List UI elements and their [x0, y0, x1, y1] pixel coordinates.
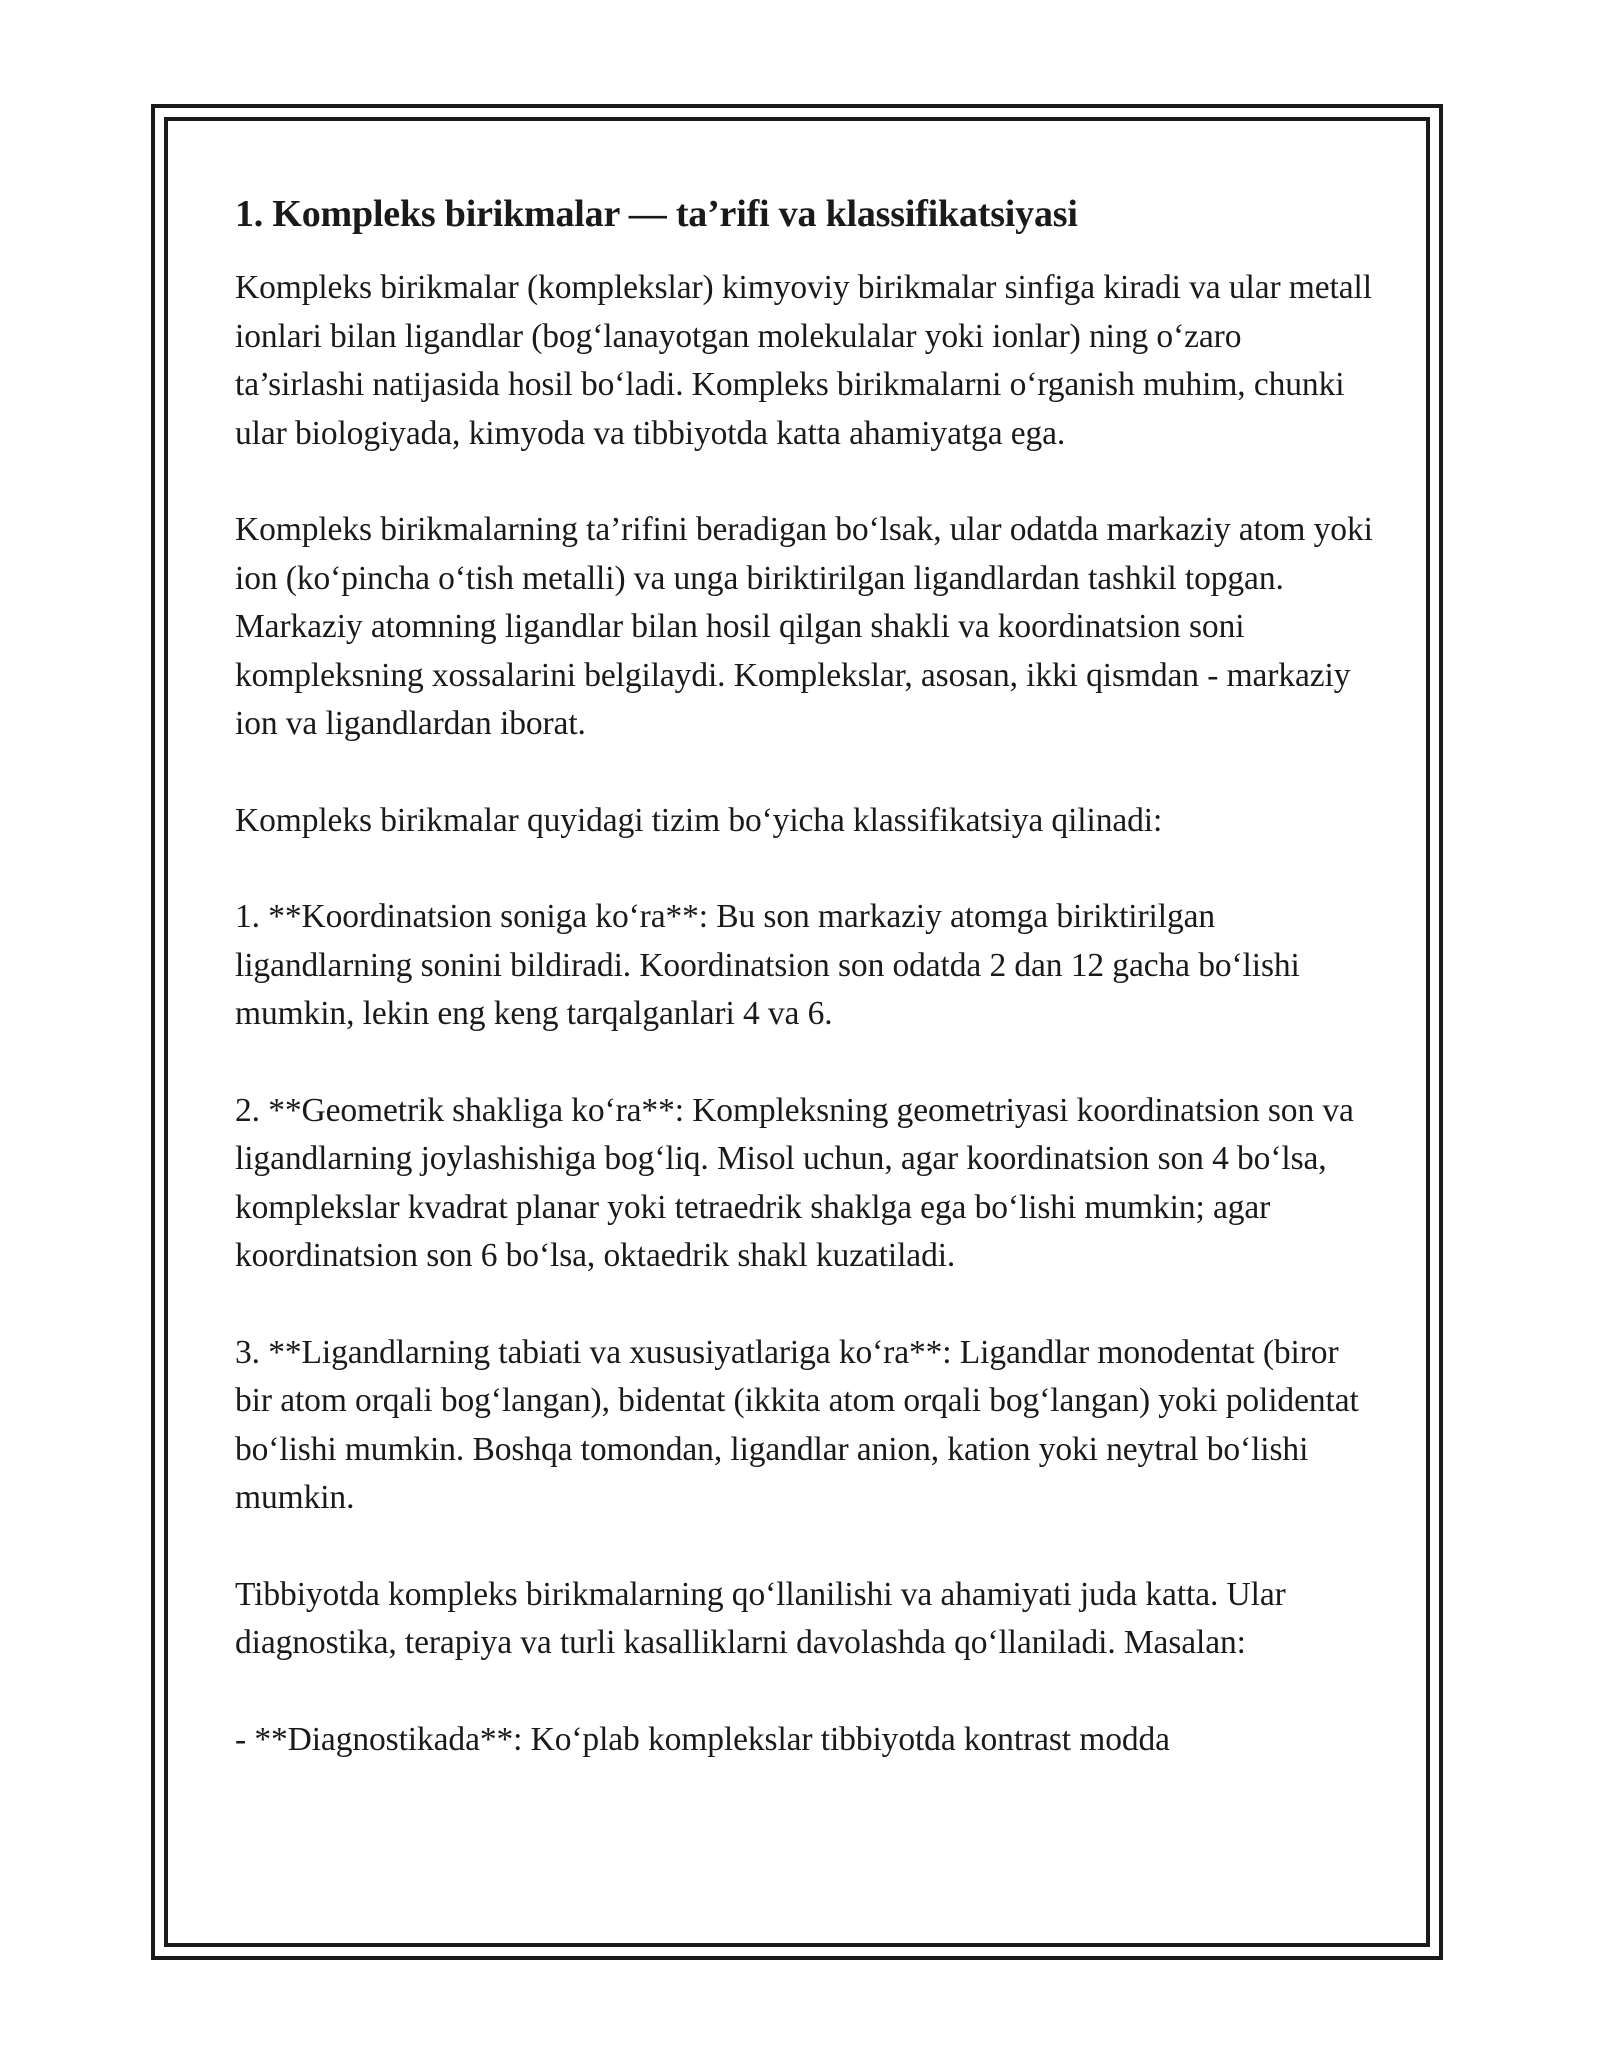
document-body	[235, 188, 1375, 1764]
list-item-diagnostics: - **Diagnostikada**: Ko‘plab komplekslar tibbiyotda kontrast modda	[235, 1720, 1170, 1758]
section-heading: 1. Kompleks birikmalar — ta’rifi va klassifikatsiyasi	[235, 193, 1078, 235]
list-item-geometry: 2. **Geometrik shakliga ko‘ra**: Kompleksning geometriyasi koordinatsion son va ligandlarning joylashishiga bog‘liq. Misol uchun, agar koordinatsion son 4 bo‘lsa, komplekslar kvadrat planar yoki tetraedrik shaklga ega bo‘lishi mumkin; agar koordinatsion son 6 bo‘lsa, oktaedrik shakl kuzatiladi.	[235, 1091, 1354, 1274]
list-item-ligands: 3. **Ligandlarning tabiati va xususiyatlariga ko‘ra**: Ligandlar monodentat (biror bir atom orqali bog‘langan), bidentat (ikkita atom orqali bog‘langan) yoki polidentat bo‘lishi mumkin. Boshqa tomondan, ligandlar anion, kation yoki neytral bo‘lishi mumkin.	[235, 1333, 1359, 1516]
paragraph-medicine: Tibbiyotda kompleks birikmalarning qo‘llanilishi va ahamiyati juda katta. Ular diagnostika, terapiya va turli kasalliklarni davolashda qo‘llaniladi. Masalan:	[235, 1575, 1286, 1661]
list-item-coordination-number: 1. **Koordinatsion soniga ko‘ra**: Bu son markaziy atomga biriktirilgan ligandlarning sonini bildiradi. Koordinatsion son odatda 2 dan 12 gacha bo‘lishi mumkin, lekin eng keng tarqalganlari 4 va 6.	[235, 898, 1300, 1032]
paragraph-classification-intro: Kompleks birikmalar quyidagi tizim bo‘yicha klassifikatsiya qilinadi:	[235, 801, 1163, 839]
paragraph-definition: Kompleks birikmalar (komplekslar) kimyoviy birikmalar sinfiga kiradi va ular metall ionlari bilan ligandlar (bog‘lanayotgan molekulalar yoki ionlar) ning o‘zaro ta’sirlashi natijasida hosil bo‘ladi. Kompleks birikmalarni o‘rganish muhim, chunki ular biologiyada, kimyoda va tibbiyotda katta ahamiyatga ega.	[235, 269, 1372, 452]
paragraph-structure: Kompleks birikmalarning ta’rifini beradigan bo‘lsak, ular odatda markaziy atom yoki ion (ko‘pincha o‘tish metalli) va unga biriktirilgan ligandlardan tashkil topgan. Markaziy atomning ligandlar bilan hosil qilgan shakli va koordinatsion soni kompleksning xossalarini belgilaydi. Komplekslar, asosan, ikki qismdan - markaziy ion va ligandlardan iborat.	[235, 511, 1373, 742]
